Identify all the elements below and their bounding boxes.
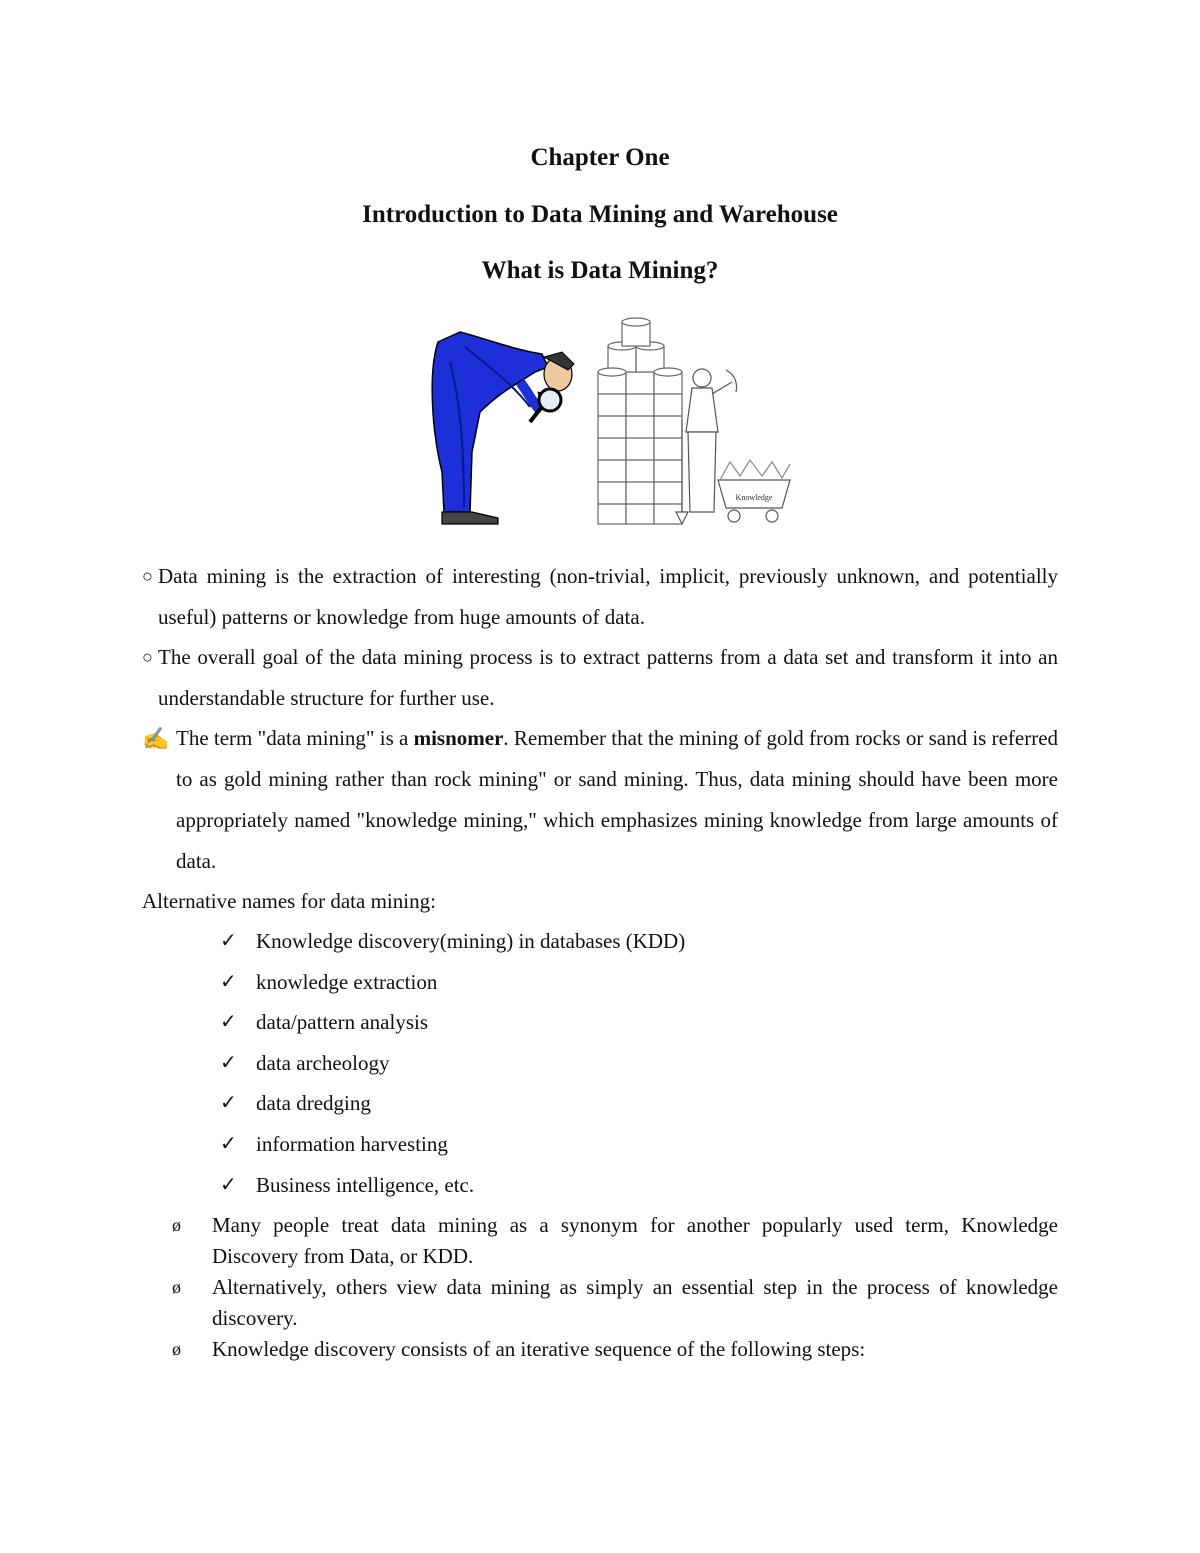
checkmark-icon: ✓ — [220, 1051, 237, 1074]
list-item-text: knowledge extraction — [256, 969, 438, 994]
circle-bullet-icon: ○ — [142, 566, 153, 586]
misnomer-pre: The term "data mining" is a — [176, 726, 414, 750]
kdd-steps-item: Knowledge discovery consists of an iterative sequence of the following steps: — [212, 1337, 866, 1361]
list-item — [220, 1124, 685, 1165]
checkmark-icon: ✓ — [220, 1132, 237, 1155]
arrow-bullet-icon: ø — [172, 1215, 181, 1235]
list-item — [220, 1002, 685, 1043]
definition-paragraph: Data mining is the extraction of interesting (non-trivial, implicit, previously unknown, and potentially useful) patterns or knowledge from huge amounts of data. — [158, 564, 1058, 629]
misnomer-paragraph — [176, 718, 1058, 882]
alternative-names-list — [220, 921, 685, 1205]
section-title: What is Data Mining? — [481, 257, 719, 284]
data-mining-illustration — [420, 312, 800, 534]
misnomer-term: misnomer — [413, 726, 504, 750]
list-item — [220, 1043, 685, 1084]
list-item — [220, 921, 685, 962]
writing-hand-icon: ✍ — [142, 726, 170, 751]
goal-paragraph: The overall goal of the data mining process is to extract patterns from a data set and transform it into an understandable structure for further use. — [158, 645, 1058, 710]
alternative-names-heading: Alternative names for data mining: — [142, 889, 436, 913]
list-item — [220, 1165, 685, 1206]
list-item — [220, 962, 685, 1003]
cart-label: Knowledge — [735, 493, 773, 502]
inspector-figure — [432, 332, 574, 524]
list-item-text: data archeology — [256, 1050, 390, 1075]
checkmark-icon: ✓ — [220, 1011, 237, 1034]
knowledge-cart — [718, 460, 790, 522]
list-item-text: information harvesting — [256, 1131, 448, 1156]
essential-step-item: Alternatively, others view data mining as simply an essential step in the process of knowledge discovery. — [212, 1275, 1058, 1330]
list-item-text: data dredging — [256, 1091, 371, 1116]
checkmark-icon: ✓ — [220, 970, 237, 993]
list-item-text: Business intelligence, etc. — [256, 1172, 475, 1197]
chapter-title: Chapter One — [530, 144, 670, 171]
circle-bullet-icon: ○ — [142, 647, 153, 667]
list-item-text: Knowledge discovery(mining) in databases (KDD) — [256, 929, 686, 953]
checkmark-icon: ✓ — [220, 930, 237, 952]
data-cylinder-stack — [598, 318, 682, 524]
list-item — [220, 1083, 685, 1124]
misnomer-post: . Remember that the mining of gold from rocks or sand is referred to as gold mining rather than rock mining" or sand mining. Thus, data mining should have been more appropriately named "knowledge mining," which emphasizes mining knowledge from large amounts of data. — [176, 726, 1059, 873]
arrow-bullet-icon: ø — [172, 1339, 181, 1359]
kdd-synonym-item: Many people treat data mining as a synonym for another popularly used term, Knowledge Discovery from Data, or KDD. — [212, 1213, 1058, 1268]
checkmark-icon: ✓ — [220, 1092, 237, 1115]
arrow-bullet-icon: ø — [172, 1277, 181, 1297]
list-item-text: data/pattern analysis — [256, 1010, 429, 1035]
main-title: Introduction to Data Mining and Warehouse — [362, 201, 838, 228]
checkmark-icon: ✓ — [220, 1173, 237, 1196]
